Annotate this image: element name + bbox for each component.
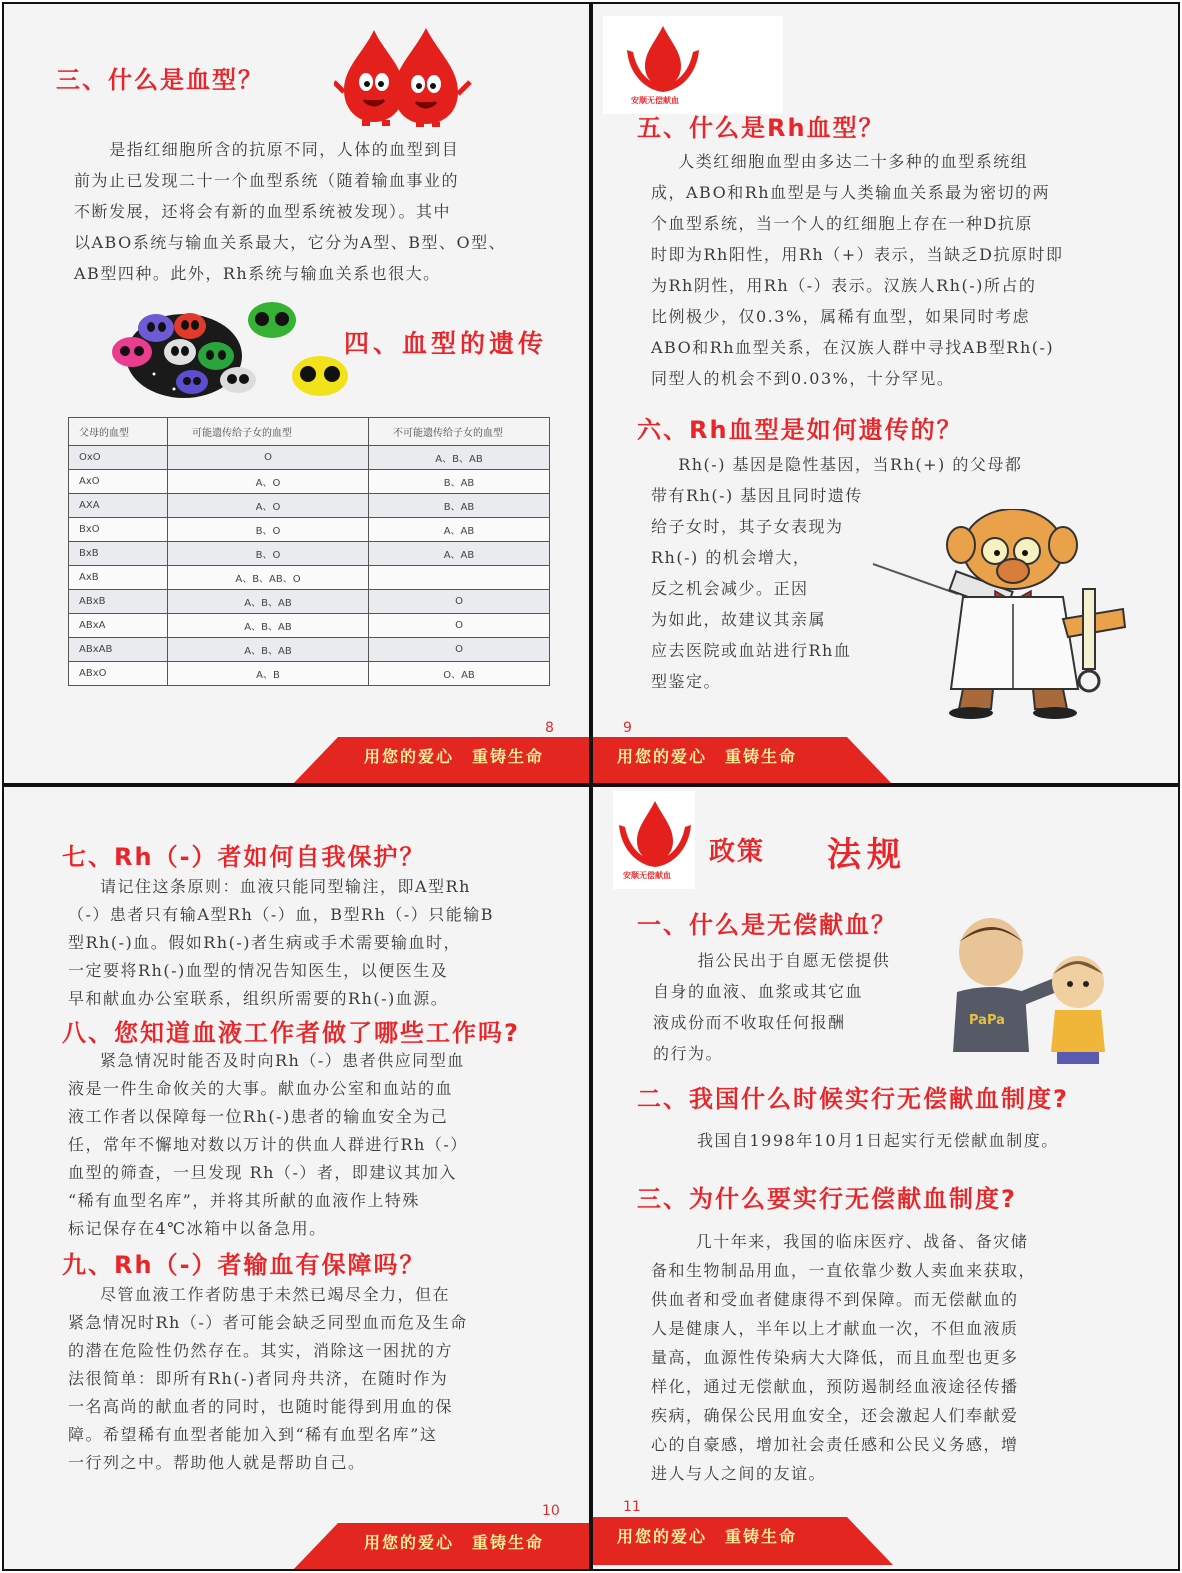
text-line: 法很简单：即所有Rh(-)者同舟共济，在随时作为 <box>68 1369 449 1388</box>
heading-rh-negative-protection: 七、Rh（-）者如何自我保护？ <box>62 843 426 871</box>
text-line: 的潜在危险性仍然存在。其实，消除这一困扰的方 <box>68 1341 454 1360</box>
text-line: 人是健康人，半年以上才献血一次，不但血液质 <box>651 1319 1019 1338</box>
page-number: 11 <box>623 1499 641 1515</box>
text-line: 液成份而不收取任何报酬 <box>653 1013 846 1032</box>
page-8 <box>2 2 591 785</box>
table-cell: A、B、AB、O <box>168 566 369 590</box>
text-line: 请记住这条原则：血液只能同型输注，即A型Rh <box>100 877 471 896</box>
table-cell: O <box>369 590 550 614</box>
text-line: 一名高尚的献血者的同时，也随时能得到用血的保 <box>68 1397 454 1416</box>
definition-paragraph <box>653 945 953 1069</box>
table-cell: A、B、AB <box>168 590 369 614</box>
text-line: 心的自豪感，增加社会责任感和公民义务感，增 <box>651 1435 1019 1454</box>
blood-drop-mascots-icon <box>334 22 484 127</box>
text-line: 给子女时，其子女表现为 <box>651 517 844 536</box>
text-line: 供血者和受血者健康得不到保障。而无偿献血的 <box>651 1290 1019 1309</box>
doctor-with-syringe-icon <box>863 509 1163 719</box>
section-title-policy: 政策 <box>709 837 766 867</box>
text-line: 进人与人之间的友谊。 <box>651 1464 827 1483</box>
table-cell: O <box>369 614 550 638</box>
text-line: Rh(-) 的机会增大， <box>651 548 811 567</box>
table-cell: A、B、AB <box>168 638 369 662</box>
table-cell: A、B <box>168 662 369 686</box>
footer-banner <box>593 737 893 777</box>
table-row <box>69 542 550 566</box>
table-cell: ABxAB <box>69 638 168 662</box>
footer-banner <box>292 1523 591 1563</box>
text-line: 备和生物制品用血，一直依靠少数人卖血来获取， <box>651 1261 1037 1280</box>
table-cell: ABxO <box>69 662 168 686</box>
text-line: （-）患者只有输A型Rh（-）血，B型Rh（-）只能输B <box>68 905 494 924</box>
inheritance-table <box>68 417 550 686</box>
text-line: 为如此，故建议其亲属 <box>651 610 827 629</box>
table-row <box>69 662 550 686</box>
table-cell: B、O <box>168 518 369 542</box>
text-line: 型鉴定。 <box>651 672 722 691</box>
text-line: 早和献血办公室联系，组织所需要的Rh(-)血源。 <box>68 989 449 1008</box>
page-number: 9 <box>623 720 632 736</box>
blood-drop-hands-icon <box>623 22 703 94</box>
text-line: 紧急情况时能否及时向Rh（-）患者供应同型血 <box>100 1051 465 1070</box>
text-line: 任，常年不懈地对数以万计的供血人群进行Rh（-） <box>68 1135 468 1154</box>
table-cell: A、AB <box>369 518 550 542</box>
table-row <box>69 446 550 470</box>
blood-type-paragraph <box>74 134 564 289</box>
blood-drop-hands-icon <box>615 797 695 869</box>
table-row <box>69 470 550 494</box>
text-line: 比例极少，仅0.3%，属稀有血型，如果同时考虑 <box>651 307 1031 326</box>
protection-paragraph <box>68 873 568 1013</box>
blood-cell-faces-icon <box>104 294 349 404</box>
shirt-text: PaPa <box>969 1013 1005 1028</box>
page-11 <box>591 785 1180 1571</box>
table-header: 父母的血型 <box>69 418 168 446</box>
table-cell: ABxA <box>69 614 168 638</box>
page-number: 8 <box>545 720 554 736</box>
table-cell: AXA <box>69 494 168 518</box>
table-cell: AxB <box>69 566 168 590</box>
banner-text: 用您的爱心 重铸生命 <box>364 1533 545 1552</box>
text-line: 时即为Rh阳性，用Rh（+）表示，当缺乏D抗原时即 <box>651 245 1064 264</box>
text-line: 疾病，确保公民用血安全，还会激起人们奉献爱 <box>651 1406 1019 1425</box>
text-line: 液工作者以保障每一位Rh(-)患者的输血安全为己 <box>68 1107 449 1126</box>
text-line: 应去医院或血站进行Rh血 <box>651 641 852 660</box>
text-line: 反之机会减少。正因 <box>651 579 809 598</box>
table-cell: A、O <box>168 470 369 494</box>
text-line: 血型的筛查，一旦发现 Rh（-）者，即建议其加入 <box>68 1163 457 1182</box>
text-line: 紧急情况时Rh（-）者可能会缺乏同型血而危及生命 <box>68 1313 468 1332</box>
text-line: 个血型系统，当一个人的红细胞上存在一种D抗原 <box>651 214 1033 233</box>
text-line: 同型人的机会不到0.03%，十分罕见。 <box>651 369 955 388</box>
text-line: 几十年来，我国的临床医疗、战备、备灾储 <box>695 1232 1029 1251</box>
heading-rh-inheritance: 六、Rh血型是如何遗传的？ <box>637 416 963 444</box>
text-line: 一行列之中。帮助他人就是帮助自己。 <box>68 1453 366 1472</box>
table-cell: ABxB <box>69 590 168 614</box>
text-line: 前为止已发现二十一个血型系统（随着输血事业的 <box>74 171 460 190</box>
logo <box>603 16 783 114</box>
blood-workers-paragraph <box>68 1047 568 1243</box>
footer-banner <box>292 737 591 777</box>
text-line: 量高，血源性传染病大大降低，而且血型也更多 <box>651 1348 1019 1367</box>
text-line: 成，ABO和Rh血型是与人类输血关系最为密切的两 <box>651 183 1051 202</box>
text-line: 样化，通过无偿献血，预防遏制经血液途径传播 <box>651 1377 1019 1396</box>
page-10 <box>2 785 591 1571</box>
table-cell: BxO <box>69 518 168 542</box>
implementation-date-text: 我国自1998年10月1日起实行无偿献血制度。 <box>697 1131 1059 1150</box>
table-row <box>69 494 550 518</box>
table-cell: BxB <box>69 542 168 566</box>
logo-caption: 安顺无偿献血 <box>623 871 671 880</box>
text-line: 一定要将Rh(-)血型的情况告知医生，以便医生及 <box>68 961 449 980</box>
table-cell: B、AB <box>369 470 550 494</box>
heading-blood-type-inheritance: 四、血型的遗传 <box>344 329 548 358</box>
guarantee-paragraph <box>68 1281 568 1477</box>
text-line: 标记保存在4℃冰箱中以备急用。 <box>68 1219 327 1238</box>
text-line: 尽管血液工作者防患于未然已竭尽全力，但在 <box>100 1285 451 1304</box>
text-line: 型Rh(-)血。假如Rh(-)者生病或手术需要输血时， <box>68 933 461 952</box>
table-cell: A、AB <box>369 542 550 566</box>
text-line: ABO和Rh血型关系，在汉族人群中寻找AB型Rh(-) <box>651 338 1055 357</box>
why-paragraph <box>651 1227 1171 1488</box>
table-row <box>69 614 550 638</box>
section-title-regulations: 法规 <box>827 835 907 875</box>
text-line: 指公民出于自愿无偿提供 <box>697 951 891 970</box>
table-cell <box>369 566 550 590</box>
heading-what-is-voluntary-donation: 一、什么是无偿献血？ <box>637 911 897 939</box>
heading-why-implement: 三、为什么要实行无偿献血制度? <box>637 1185 1017 1213</box>
text-line: 自身的血液、血浆或其它血 <box>653 982 864 1001</box>
table-cell: A、B、AB <box>369 446 550 470</box>
text-line: Rh(-) 基因是隐性基因，当Rh(+) 的父母都 <box>678 455 1023 474</box>
table-header: 可能遗传给子女的血型 <box>168 418 369 446</box>
heading-what-is-rh: 五、什么是Rh血型？ <box>637 114 885 142</box>
banner-text: 用您的爱心 重铸生命 <box>617 747 798 766</box>
father-and-child-icon <box>943 912 1143 1067</box>
table-cell: AxO <box>69 470 168 494</box>
table-cell: O、AB <box>369 662 550 686</box>
table-cell: A、B、AB <box>168 614 369 638</box>
table-cell: OxO <box>69 446 168 470</box>
table-cell: A、O <box>168 494 369 518</box>
table-row <box>69 518 550 542</box>
table-cell: O <box>369 638 550 662</box>
banner-text: 用您的爱心 重铸生命 <box>617 1527 798 1546</box>
table-cell: O <box>168 446 369 470</box>
text-line: 是指红细胞所含的抗原不同，人体的血型到目 <box>109 140 460 159</box>
table-row <box>69 566 550 590</box>
text-line: 人类红细胞血型由多达二十多种的血型系统组 <box>678 152 1029 171</box>
table-row <box>69 638 550 662</box>
text-line: “稀有血型名库”，并将其所献的血液作上特殊 <box>68 1191 420 1210</box>
page-9 <box>591 2 1180 785</box>
page-number: 10 <box>542 1503 560 1519</box>
logo <box>613 791 695 889</box>
text-line: AB型四种。此外，Rh系统与输血关系也很大。 <box>74 264 441 283</box>
heading-when-implemented: 二、我国什么时候实行无偿献血制度? <box>637 1085 1069 1113</box>
banner-text: 用您的爱心 重铸生命 <box>364 747 545 766</box>
text-line: 带有Rh(-) 基因且同时遗传 <box>651 486 863 505</box>
text-line: 以ABO系统与输血关系最大，它分为A型、B型、O型、 <box>74 233 507 252</box>
table-cell: B、O <box>168 542 369 566</box>
heading-blood-workers: 八、您知道血液工作者做了哪些工作吗? <box>62 1019 520 1047</box>
footer-banner <box>593 1517 893 1557</box>
logo-caption: 安顺无偿献血 <box>631 96 679 105</box>
heading-transfusion-guarantee: 九、Rh（-）者输血有保障吗？ <box>62 1251 426 1279</box>
text-line: 的行为。 <box>653 1044 724 1063</box>
rh-paragraph <box>651 146 1171 394</box>
text-line: 障。希望稀有血型者能加入到“稀有血型名库”这 <box>68 1425 438 1444</box>
table-row <box>69 590 550 614</box>
text-line: 不断发展，还将会有新的血型系统被发现）。其中 <box>74 202 452 221</box>
table-header: 不可能遗传给子女的血型 <box>369 418 550 446</box>
table-cell: B、AB <box>369 494 550 518</box>
text-line: 液是一件生命攸关的大事。献血办公室和血站的血 <box>68 1079 454 1098</box>
heading-what-is-blood-type: 三、什么是血型？ <box>56 66 264 94</box>
text-line: 为Rh阴性，用Rh（-）表示。汉族人Rh(-)所占的 <box>651 276 1037 295</box>
